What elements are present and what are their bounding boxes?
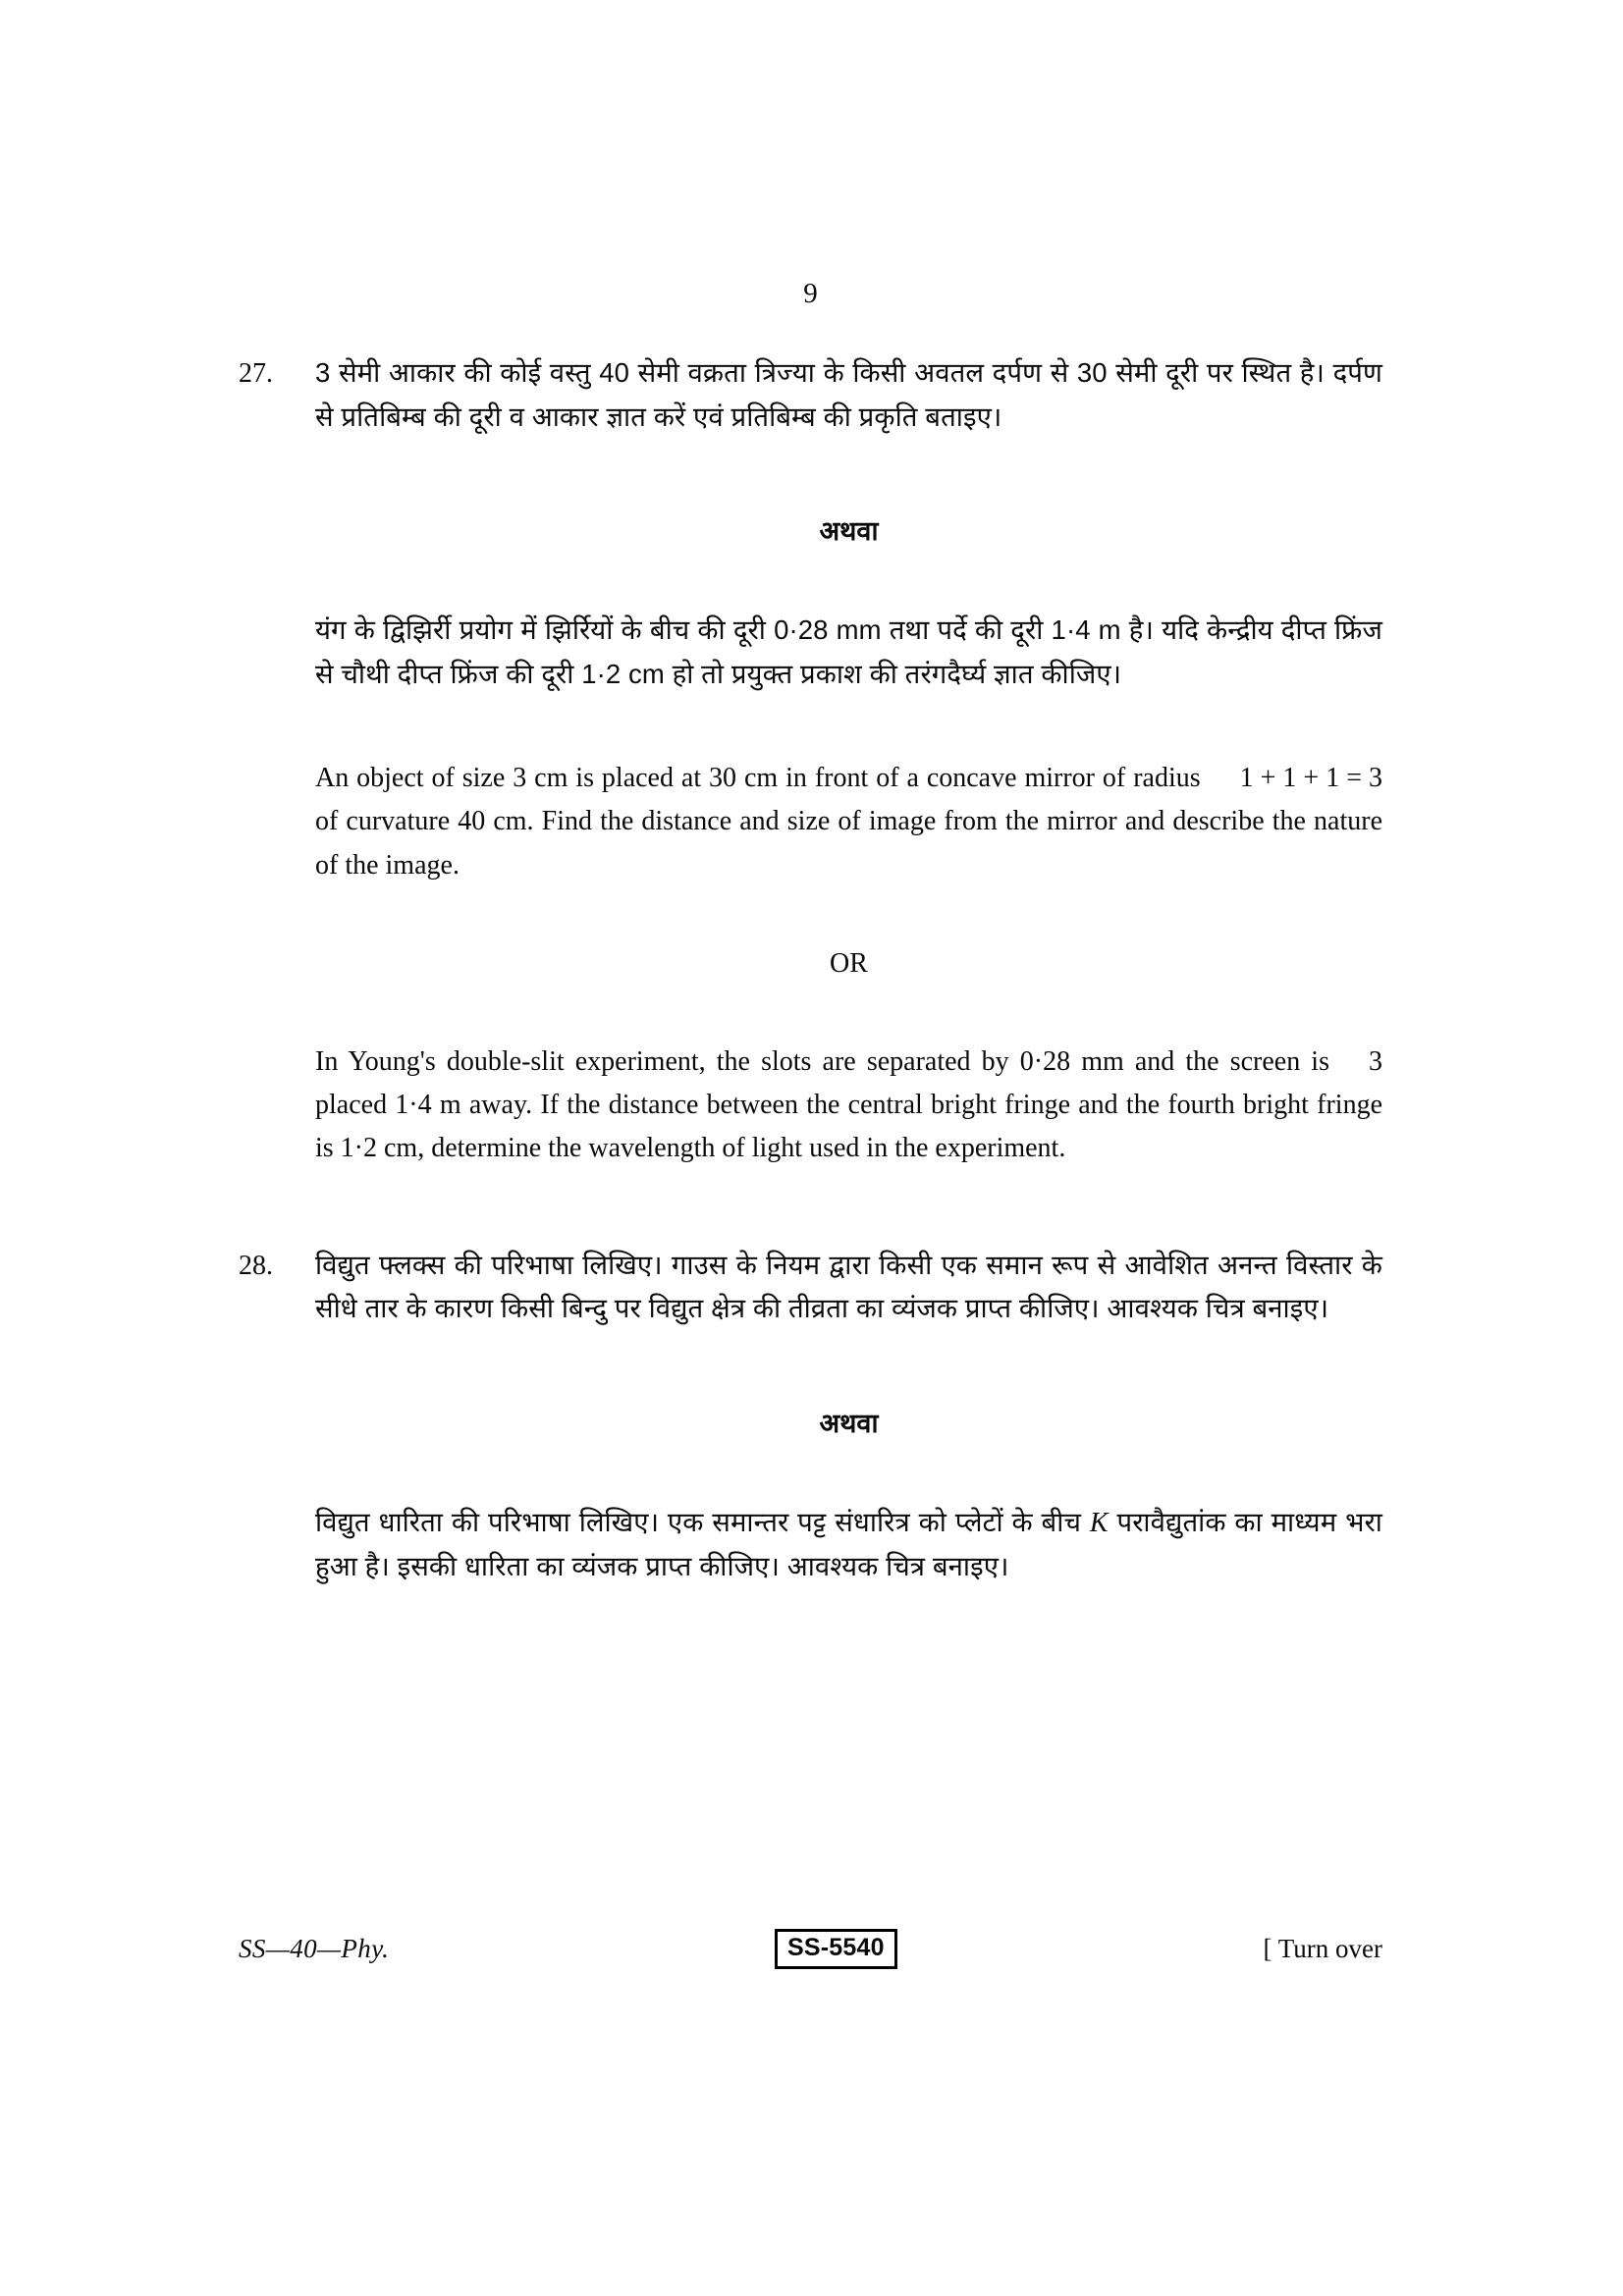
question-27-english-primary-text: An object of size 3 cm is placed at 30 cm in front of a concave mirror of radius of curvature 40 cm. Find the distance and size of image from the mirror and describe the nature of the image. — [315, 763, 1382, 881]
question-number-28: 28. — [239, 1250, 273, 1281]
page-number: 9 — [803, 278, 818, 309]
spacer — [315, 696, 1382, 757]
question-27-english-primary-marks: 1 + 1 + 1 = 3 — [1239, 763, 1382, 794]
page-footer — [239, 1929, 1382, 1969]
question-28-hindi-alternate-part1: विद्युत धारिता की परिभाषा लिखिए। एक समान्तर पट्ट संधारित्र को प्लेटों के बीच — [315, 1506, 1082, 1537]
question-block-28 — [239, 1244, 1382, 1331]
page-content — [239, 280, 1382, 1589]
footer-turn-over-note: [ Turn over — [1263, 1933, 1382, 1963]
question-28-alternate-section — [315, 1404, 1382, 1589]
spacer — [239, 1171, 1382, 1244]
spacer — [239, 1331, 1382, 1404]
question-27-english-alternate-text: In Young's double-slit experiment, the slots are separated by 0·28 mm and the screen is placed 1·4 m away. If the distance between the central bright fringe and the fourth bright fringe is 1·2 cm, determine the wavelength of light used in the experiment. — [315, 1045, 1382, 1164]
question-block-27 — [239, 351, 1382, 439]
question-27-english-primary — [315, 757, 1382, 887]
question-27-english-alternate — [315, 1041, 1382, 1171]
question-27-alternate-section — [315, 511, 1382, 1171]
question-28-hindi-alternate-part2: परावैद्युतांक का माध्यम भरा हुआ है। इसकी धारिता का व्यंजक प्राप्त कीजिए। आवश्यक चित्र बनाइए। — [315, 1506, 1382, 1582]
spacer — [239, 439, 1382, 511]
question-28-hindi-primary: विद्युत फ्लक्स की परिभाषा लिखिए। गाउस के नियम द्वारा किसी एक समान रूप से आवेशित अनन्त विस्तार के सीधे तार के कारण किसी बिन्दु पर विद्युत क्षेत्र की तीव्रता का व्यंजक प्राप्त कीजिए। आवश्यक चित्र बनाइए। — [315, 1249, 1382, 1324]
or-label-hindi-28: अथवा — [819, 1408, 879, 1438]
spacer — [315, 548, 1382, 609]
spacer — [315, 1440, 1382, 1501]
or-label-hindi-27: अथवा — [819, 516, 879, 547]
footer-booklet-code: SS-5540 — [775, 1929, 897, 1969]
question-27-hindi-alternate: यंग के द्विझिर्री प्रयोग में झिर्रियों के बीच की दूरी 0·28 mm तथा पर्दे की दूरी 1·4 m है। यदि केन्द्रीय दीप्त फ्रिंज से चौथी दीप्त फ्रिंज की दूरी 1·2 cm हो तो प्रयुक्त प्रकाश की तरंगदैर्घ्य ज्ञात कीजिए। — [315, 614, 1382, 689]
dielectric-constant-symbol: K — [1089, 1507, 1109, 1538]
question-number-27: 27. — [239, 358, 273, 389]
question-body-28 — [315, 1244, 1382, 1331]
question-body-27 — [315, 351, 1382, 439]
spacer — [315, 980, 1382, 1041]
question-27-english-alternate-marks: 3 — [1369, 1045, 1382, 1077]
question-28-hindi-alternate — [315, 1501, 1382, 1589]
question-27-hindi-primary: 3 सेमी आकार की कोई वस्तु 40 सेमी वक्रता त्रिज्या के किसी अवतल दर्पण से 30 सेमी दूरी पर स्थित है। दर्पण से प्रतिबिम्ब की दूरी व आकार ज्ञात करें एवं प्रतिबिम्ब की प्रकृति बताइए। — [315, 357, 1382, 432]
or-label-english-27: OR — [830, 947, 868, 979]
footer-paper-code: SS—40—Phy. — [239, 1933, 390, 1963]
spacer — [315, 887, 1382, 948]
